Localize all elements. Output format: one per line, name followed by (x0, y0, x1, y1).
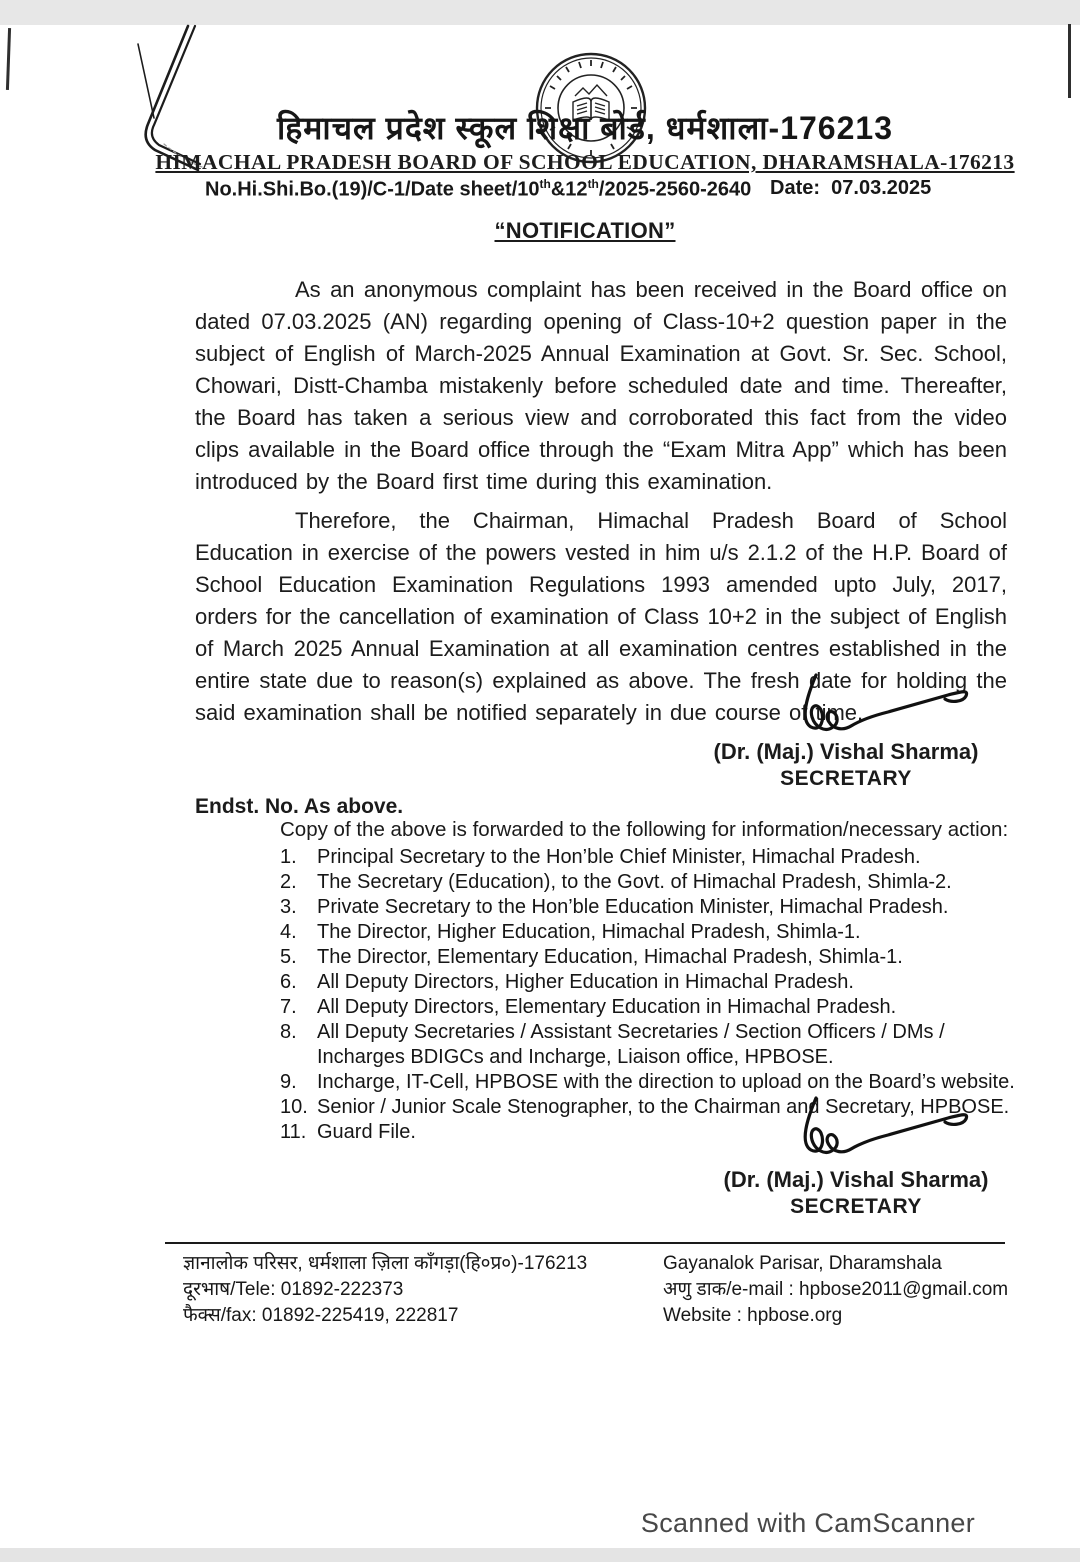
signature-scribble-1 (788, 672, 978, 734)
item-number: 11. (280, 1121, 307, 1143)
item-text: The Director, Higher Education, Himachal Pradesh, Shimla-1. (317, 921, 861, 943)
item-number: 7. (280, 996, 297, 1018)
signature-block-2 (716, 1165, 996, 1219)
board-title-english: HIMACHAL PRADESH BOARD OF SCHOOL EDUCATION, DHARAMSHALA-176213 (155, 150, 1015, 174)
reference-number (205, 177, 751, 202)
item-number: 4. (280, 921, 297, 943)
item-number: 2. (280, 871, 297, 893)
item-text: The Director, Elementary Education, Himachal Pradesh, Shimla-1. (317, 946, 903, 968)
item-number: 9. (280, 1071, 297, 1093)
body-paragraph-2: Therefore, the Chairman, Himachal Pradesh Board of School Education in exercise of the powers vested in him u/s 2.1.2 of the H.P. Board of School Education Examination Regulations 1993 amended upto July, 2017, orders for the cancellation of examination of Class 10+2 in the subject of English of March 2025 Annual Examination at all examination centres established in the entire state due to reason(s) explained as above. The fresh date for holding the said examination shall be notified separately in due course of time. (195, 508, 1007, 725)
list-item (280, 995, 1020, 1020)
ref-part: No.Hi.Shi.Bo.(19)/C-1/Date sheet/10 (205, 178, 540, 201)
item-text: All Deputy Directors, Elementary Education in Himachal Pradesh. (317, 996, 897, 1018)
list-item (280, 870, 1020, 895)
signature-scribble-2 (788, 1095, 978, 1157)
item-number: 6. (280, 971, 297, 993)
footer-address-hindi (183, 1251, 587, 1329)
forwarding-line: Copy of the above is forwarded to the following for information/necessary action: (280, 818, 1009, 841)
footer-divider (165, 1242, 1005, 1244)
list-item (280, 1020, 1020, 1070)
item-text: Principal Secretary to the Hon’ble Chief Minister, Himachal Pradesh. (317, 846, 921, 868)
list-item (280, 920, 1020, 945)
body-paragraph-1: As an anonymous complaint has been received in the Board office on dated 07.03.2025 (AN) regarding opening of Class-10+2 question paper in the subject of English of March-2025 Annual Examination at Govt. Sr. Sec. School, Chowari, Distt-Chamba mistakenly before scheduled date and time. Thereafter, the Board has taken a serious view and corroborated this fact from the video clips available in the Board office through the “Exam Mitra App” which has been introduced by the Board first time during this examination. (195, 277, 1007, 494)
ref-part: /2025-2560-2640 (598, 178, 752, 201)
item-text: The Secretary (Education), to the Govt. of Himachal Pradesh, Shimla-2. (317, 871, 952, 893)
ref-superscript: th (539, 177, 551, 191)
item-text: All Deputy Secretaries / Assistant Secretaries / Section Officers / DMs / Incharges BDIGCs and Incharge, Liaison office, HPBOSE. (317, 1021, 945, 1068)
scan-edge-top (0, 0, 1080, 25)
list-item (280, 895, 1020, 920)
item-number: 1. (280, 846, 297, 868)
list-item (280, 1070, 1020, 1095)
footer-email-line: अणु डाक/e-mail : hpbose2011@gmail.com (663, 1279, 1009, 1300)
board-title-hindi: हिमाचल प्रदेश स्कूल शिक्षा बोर्ड, धर्मशाला-176213 (277, 110, 893, 146)
footer-fax-line: फैक्स/fax: 01892-225419, 222817 (183, 1305, 459, 1326)
signatory-title: SECRETARY (790, 1195, 922, 1218)
item-text: Guard File. (317, 1121, 416, 1143)
footer-address-english (663, 1251, 1008, 1329)
signatory-title: SECRETARY (780, 767, 912, 790)
item-text: All Deputy Directors, Higher Education in Himachal Pradesh. (317, 971, 854, 993)
item-number: 8. (280, 1021, 297, 1043)
signature-block-1 (706, 737, 986, 791)
item-number: 3. (280, 896, 297, 918)
item-number: 5. (280, 946, 297, 968)
ref-part: &12 (550, 178, 588, 201)
issue-date (770, 177, 931, 200)
signatory-name: (Dr. (Maj.) Vishal Sharma) (713, 739, 979, 764)
footer-website-line: Website : hpbose.org (663, 1305, 843, 1326)
list-item (280, 845, 1020, 870)
signatory-name: (Dr. (Maj.) Vishal Sharma) (723, 1167, 989, 1192)
ref-superscript: th (587, 177, 599, 191)
notification-heading: “NOTIFICATION” (494, 218, 676, 243)
scan-edge-bottom (0, 1548, 1080, 1562)
date-value: 07.03.2025 (831, 177, 932, 199)
footer-phone-line: दूरभाष/Tele: 01892-222373 (183, 1279, 404, 1300)
date-label: Date: (770, 177, 821, 199)
scan-artifact-right (1068, 24, 1071, 98)
camscanner-watermark: Scanned with CamScanner (640, 1508, 975, 1538)
endst-label: Endst. No. As above. (195, 795, 404, 818)
item-text: Incharge, IT-Cell, HPBOSE with the direction to upload on the Board’s website. (317, 1071, 1015, 1093)
item-text: Senior / Junior Scale Stenographer, to the Chairman and Secretary, HPBOSE. (317, 1096, 1010, 1118)
scan-artifact-left (6, 28, 11, 90)
footer-address-line: Gayanalok Parisar, Dharamshala (663, 1253, 942, 1274)
list-item (280, 945, 1020, 970)
footer-address-line: ज्ञानालोक परिसर, धर्मशाला ज़िला काँगड़ा(हि०प्र०)-176213 (183, 1253, 588, 1274)
item-text: Private Secretary to the Hon’ble Education Minister, Himachal Pradesh. (317, 896, 949, 918)
item-number: 10. (280, 1096, 308, 1118)
list-item (280, 970, 1020, 995)
